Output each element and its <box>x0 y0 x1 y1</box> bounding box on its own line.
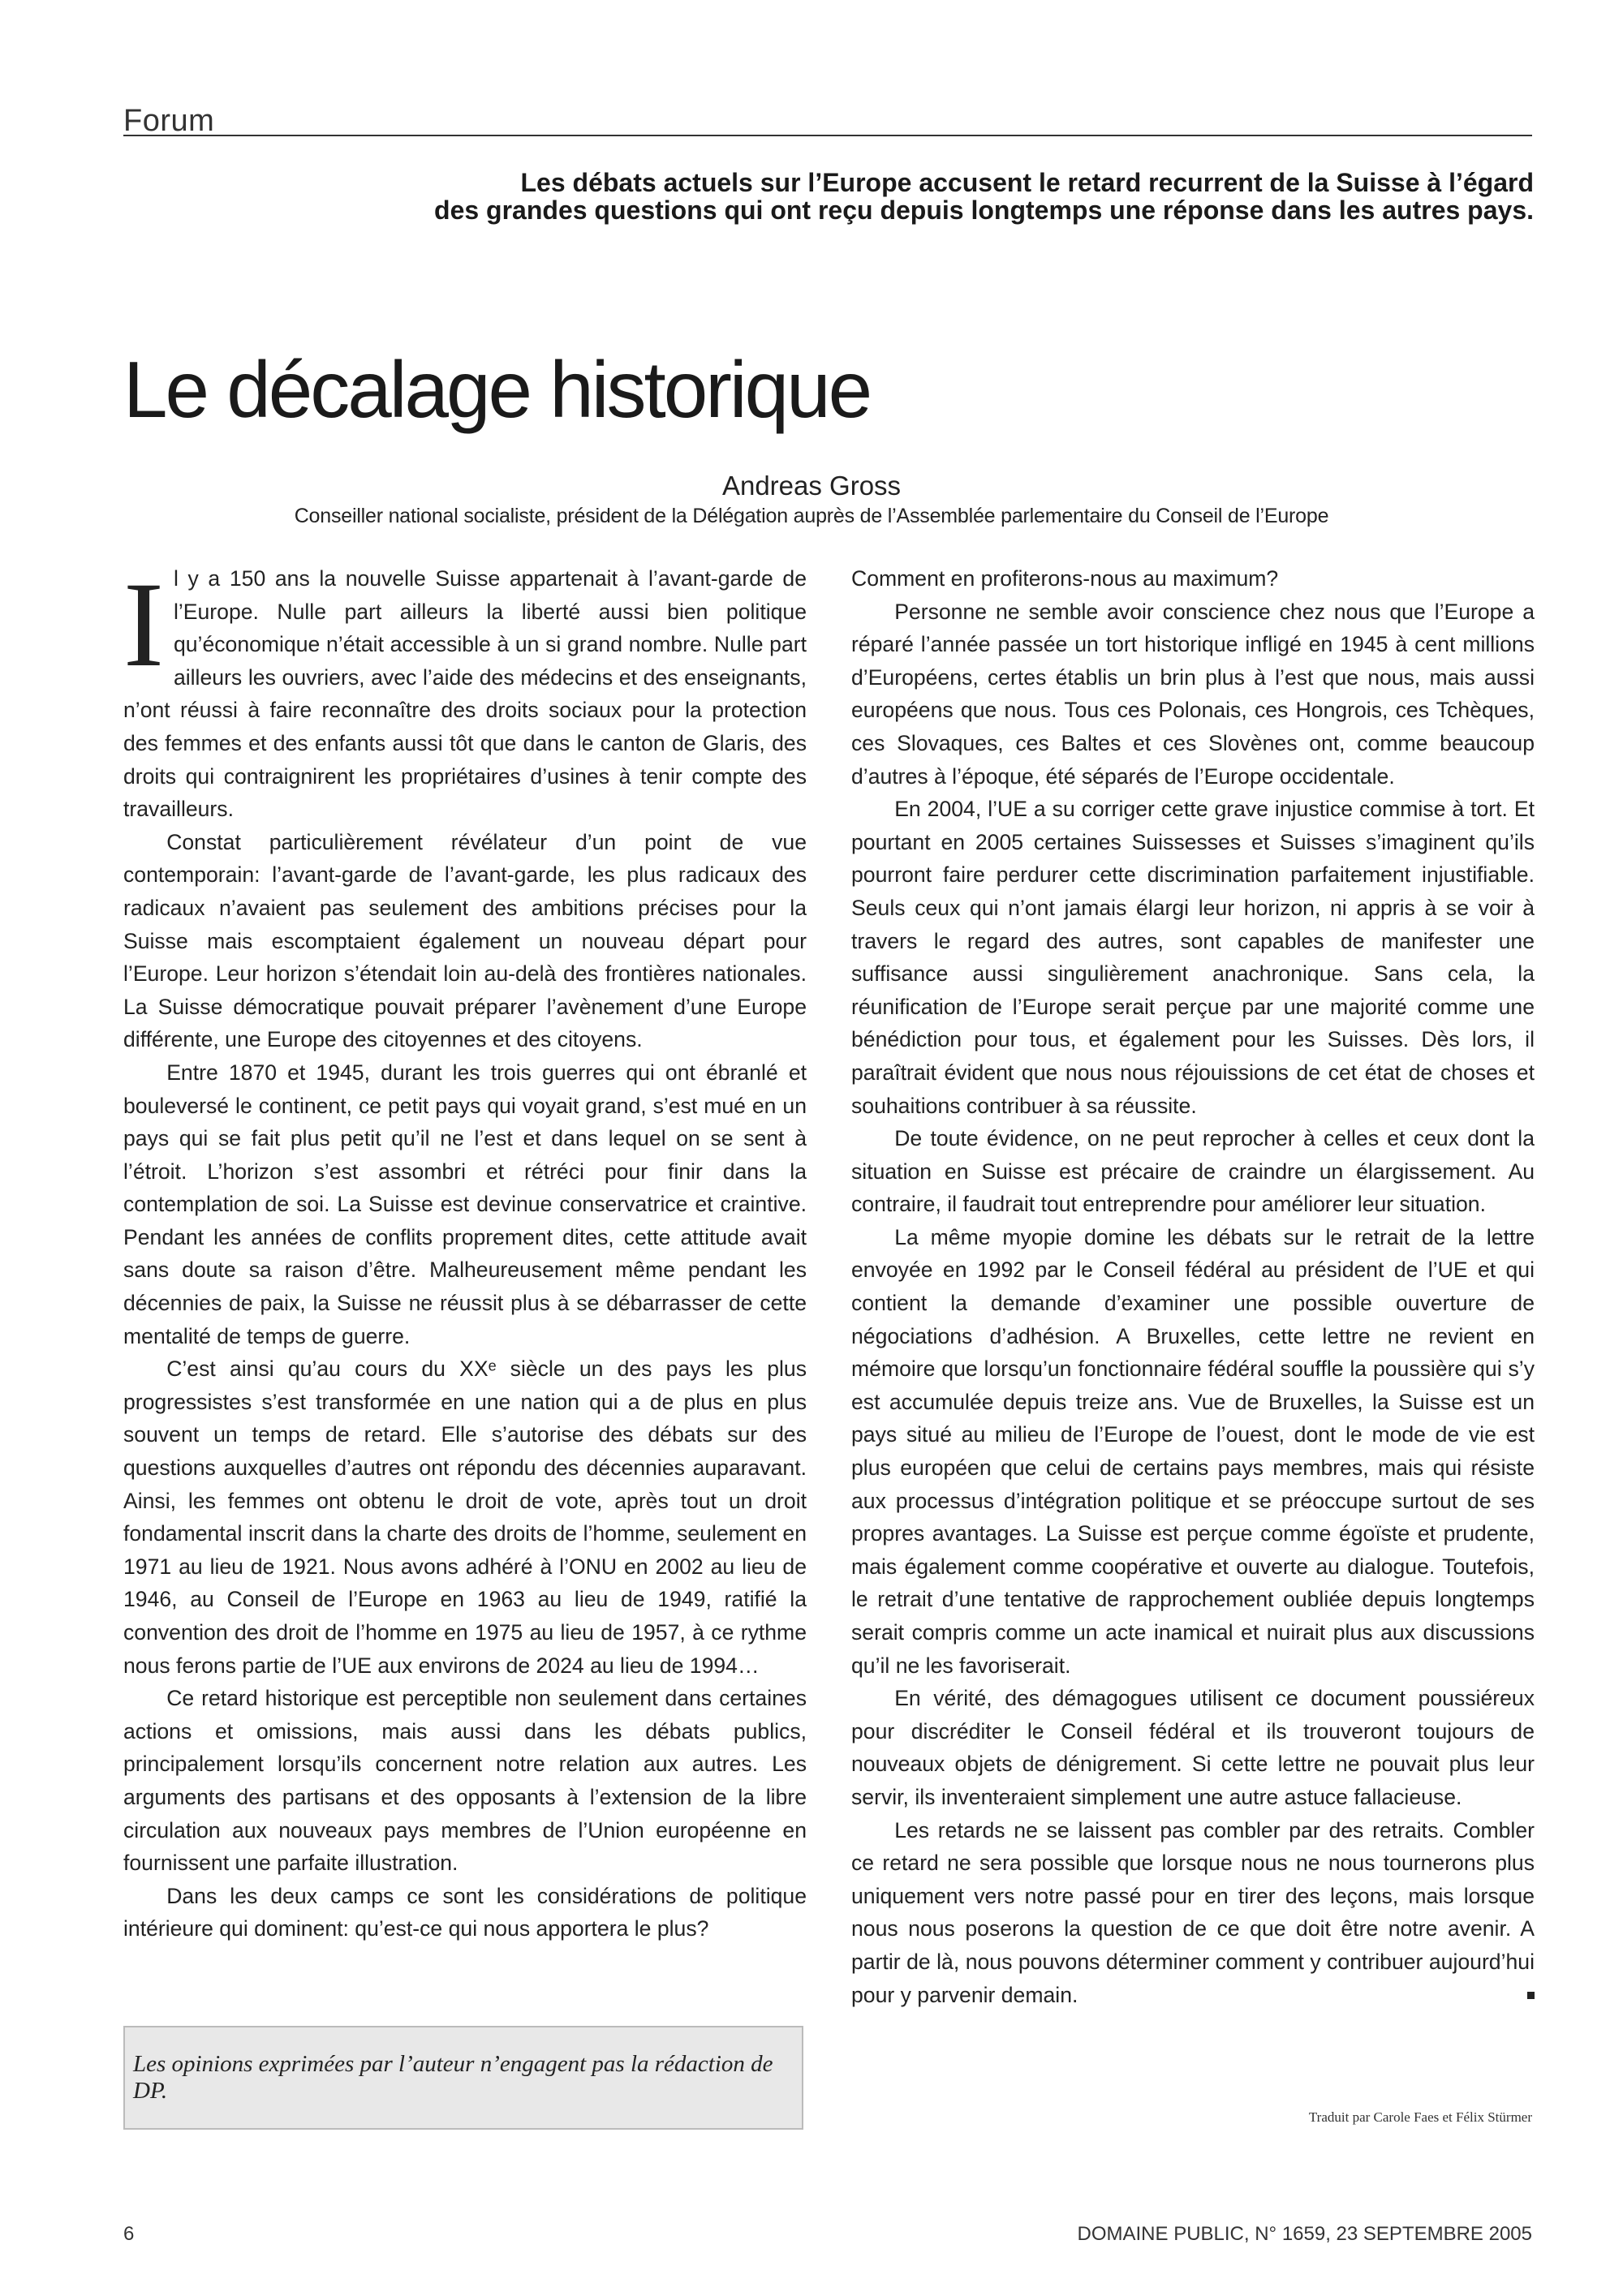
author-name: Andreas Gross <box>721 471 902 501</box>
article-paragraph <box>123 557 807 826</box>
article-paragraph: C’est ainsi qu’au cours du XXᵉ siècle un des pays les plus progressistes s’est transformée en une nation qui a de plus en plus souvent un temps de retard. Elle s’autorise des débats sur des questions auxquelles d’autres ont répondu des décennies auparavant. Ainsi, les femmes ont obtenu le droit de vote, après tout un droit fondamental inscrit dans la charte des droits de l’homme, seulement en 1971 au lieu de 1921. Nous avons adhéré à l’ONU en 2002 au lieu de 1946, au Conseil de l’Europe en 1963 au lieu de 1949, ratifié la convention des droit de l’homme en 1975 au lieu de 1957, à ce rythme nous ferons partie de l’UE aux environs de 2024 au lieu de 1994… <box>123 1357 807 1678</box>
article-paragraph: Constat particulièrement révélateur d’un point de vue contemporain: l’avant-garde de l’avant-garde, les plus radicaux des radicaux n’avaient pas seulement des ambitions précises pour la Suisse mais escomptaient également un nouveau départ pour l’Europe. Leur horizon s’étendait loin au-delà des frontières nationales. La Suisse démocratique pouvait préparer l’avènement d’une Europe différente, une Europe des citoyennes et des citoyens. <box>123 829 807 1052</box>
article-paragraph: Entre 1870 et 1945, durant les trois guerres qui ont ébranlé et bouleversé le continent, ce petit pays qui voyait grand, s’est mué en un pays qui se fait plus petit qu’il ne l’est et dans lequel on se sent à l’étroit. L’horizon s’est assombri et rétréci pour finir dans la contemplation de soi. La Suisse est devinue conservatrice et craintive. Pendant les années de conflits proprement dites, cette attitude avait sans doute sa raison d’être. Malheureusement même pendant les décennies de paix, la Suisse ne réussit plus à se débarrasser de cette mentalité de temps de guerre. <box>123 1060 807 1348</box>
paragraph-text: Les retards ne se laissent pas combler par des retraits. Combler ce retard ne sera possible que lorsque nous ne nous tournerons plus uniquement vers notre passé pour en tirer des leçons, mais lorsque nous nous poserons la question de ce que doit être notre avenir. A partir de là, nous pouvons déterminer comment y contribuer aujourd’hui pour y parvenir demain. <box>851 1817 1535 2007</box>
deck-line: Les débats actuels sur l’Europe accusent le retard recurrent de la Suisse à l’égard <box>520 168 1534 197</box>
page-title: Le décalage historique <box>123 344 871 434</box>
article-column-left <box>123 557 807 1946</box>
paragraph-text: l y a 150 ans la nouvelle Suisse appartenait à l’avant-garde de l’Europe. Nulle part ailleurs la liberté aussi bien politique qu’économique n’était accessible à un si grand nombre. Nulle part ailleurs les ouvriers, avec l’aide des médecins et des enseignants, n’ont réussi à faire reconnaître des droits sociaux pour la protection des femmes et des enfants aussi tôt que dans le canton de Glaris, des droits qui contraignirent les propriétaires d’usines à tenir compte des travailleurs. <box>123 566 807 822</box>
article-paragraph: En vérité, des démagogues utilisent ce document poussiéreux pour discréditer le Conseil fédéral et ils trouveront toujours de nouveaux objets de dénigrement. Si cette lettre ne pouvait plus leur servir, ils inventeraient simplement une autre astuce fallacieuse. <box>851 1686 1535 1809</box>
section-label: Forum <box>123 104 215 138</box>
section-rule <box>123 135 1532 136</box>
article-paragraph: De toute évidence, on ne peut reprocher à celles et ceux dont la situation en Suisse est précaire de craindre un élargissement. Au contraire, il faudrait tout entreprendre pour améliorer leur situation. <box>851 1126 1535 1217</box>
drop-cap: I <box>123 557 164 692</box>
disclaimer-text: Les opinions exprimées par l’auteur n’engagent pas la rédaction de DP. <box>133 2051 773 2104</box>
article-paragraph: Ce retard historique est perceptible non seulement dans certaines actions et omissions, mais aussi dans les débats publics, principalement lorsqu’ils concernent notre relation aux autres. Les arguments des partisans et des opposants à l’extension de la libre circulation aux nouveaux pays membres de l’Union européenne en fournissent une parfaite illustration. <box>123 1686 807 1876</box>
article-paragraph: Comment en profiterons-nous au maximum? <box>851 566 1279 591</box>
end-mark-icon <box>1527 1992 1535 1999</box>
article-column-right <box>851 562 1535 2011</box>
article-paragraph: La même myopie domine les débats sur le retrait de la lettre envoyée en 1992 par le Conseil fédéral au président de l’UE et qui contient la demande d’examiner une possible ouverture de négociations d’adhésion. A Bruxelles, cette lettre ne revient en mémoire que lorsqu’un fonctionnaire fédéral souffle la poussière qui s’y est accumulée depuis treize ans. Vue de Bruxelles, la Suisse est un pays situé au milieu de l’Europe de l’ouest, dont le mode de vie est plus européen que celui de certains pays membres, mais qui résiste aux processus d’intégration politique et se préoccupe surtout de ses propres avantages. La Suisse est perçue comme égoïste et prudente, mais également comme coopérative et ouverte au dialogue. Toutefois, le retrait d’une tentative de rapprochement oubliée depuis longtemps serait compris comme un acte inamical et nuirait plus aux discussions qu’il ne les favoriserait. <box>851 1224 1535 1678</box>
page-number: 6 <box>123 2223 135 2245</box>
disclaimer-box <box>123 2026 803 2130</box>
author-affiliation: Conseiller national socialiste, président de la Délégation auprès de l’Assemblée parlementaire du Conseil de l’Europe <box>294 505 1329 527</box>
publication-info: DOMAINE PUBLIC, N° 1659, 23 SEPTEMBRE 2005 <box>1077 2223 1532 2245</box>
article-deck <box>243 169 1534 224</box>
article-paragraph: Personne ne semble avoir conscience chez nous que l’Europe a réparé l’année passée un tort historique infligé en 1945 à cent millions d’Européens, certes établis un brin plus à l’est que nous, mais aussi européens que nous. Tous ces Polonais, ces Hongrois, ces Tchèques, ces Slovaques, ces Baltes et ces Slovènes ont, comme beaucoup d’autres à l’époque, été séparés de l’Europe occidentale. <box>851 599 1535 789</box>
article-paragraph <box>851 1814 1535 2012</box>
translator-credit: Traduit par Carole Faes et Félix Stürmer <box>1308 2109 1532 2125</box>
deck-line: des grandes questions qui ont reçu depuis longtemps une réponse dans les autres pays. <box>434 196 1534 225</box>
article-paragraph: Dans les deux camps ce sont les considérations de politique intérieure qui dominent: qu’est-ce qui nous apportera le plus? <box>123 1883 807 1941</box>
article-paragraph: En 2004, l’UE a su corriger cette grave injustice commise à tort. Et pourtant en 2005 certaines Suissesses et Suisses s’imaginent qu’ils pourront faire perdurer cette discrimination parfaitement injustifiable. Seuls ceux qui n’ont jamais élargi leur horizon, ni appris à se voir à travers le regard des autres, sont capables de manifester une suffisance aussi singulièrement anachronique. Sans cela, la réunification de l’Europe serait perçue par une majorité comme une bénédiction pour tous, et également pour les Suisses. Dès lors, il paraîtrait évident que nous nous réjouissions de cet état de choses et souhaitions contribuer à sa réussite. <box>851 797 1535 1118</box>
